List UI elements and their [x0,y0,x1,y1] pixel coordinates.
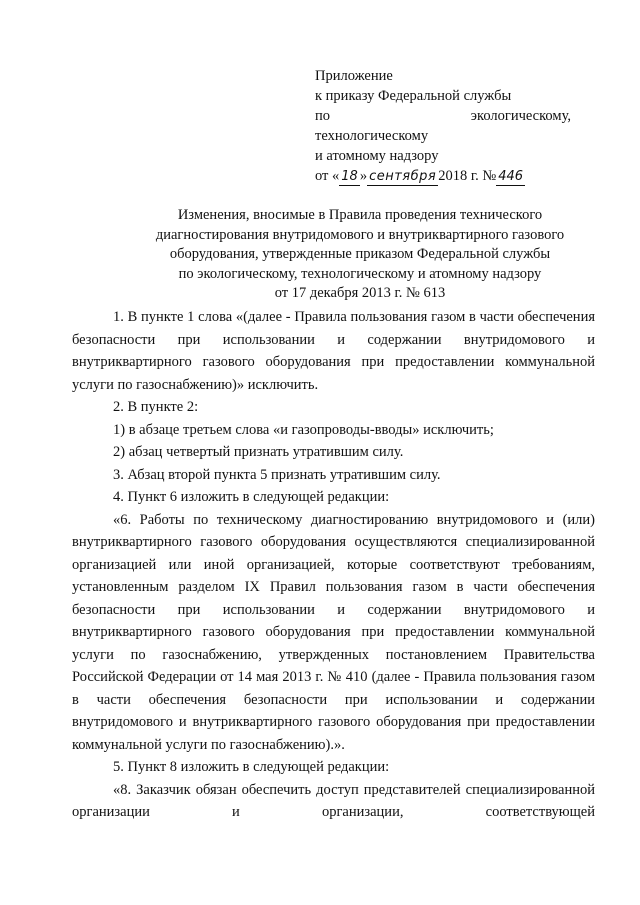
approval-order-line: к приказу Федеральной службы [315,88,512,104]
handwritten-month: сентября [369,169,437,184]
paragraph-8: 5. Пункт 8 изложить в следующей редакции: [113,759,390,775]
approval-atomic-line: и атомному надзору [315,148,439,164]
date-mid: » [359,168,368,184]
date-year: 2018 г. № [438,168,497,184]
approval-appendix-label: Приложение [315,68,393,84]
paragraph-6: 4. Пункт 6 изложить в следующей редакции: [113,489,390,505]
paragraph-4: 2) абзац четвертый признать утратившим силу. [113,444,404,460]
date-prefix: от « [315,168,340,184]
approval-by-left: по [315,108,331,124]
approval-by-line [315,106,571,126]
approval-tech-line: технологическому [315,128,429,144]
title-line: от 17 декабря 2013 г. № 613 [274,285,446,301]
title-line: по экологическому, технологическому и атомному надзору [178,265,542,282]
paragraph-7: «6. Работы по техническому диагностированию внутридомового и (или) внутриквартирного газового оборудования осуществляются специализированной организацией или иной организацией, которые соответствуют требованиям, установленным разделом IX Правил пользования газом в части обеспечения безопасности при использовании и содержании внутридомового и внутриквартирного газового оборудования при предоставлении коммунальной услуги по газоснабжению, утвержденных постановлением Правительства Российской Федерации от 14 мая 2013 г. № 410 (далее - Правила пользования газом в части обеспечения безопасности при использовании и содержании внутридомового и внутриквартирного газового оборудования при предоставлении коммунальной услуги по газоснабжению).». [72,511,595,753]
title-line: диагностирования внутридомового и внутриквартирного газового [155,226,565,243]
paragraph-5: 3. Абзац второй пункта 5 признать утратившим силу. [113,466,441,483]
paragraph-2: 2. В пункте 2: [113,399,199,415]
approval-by-right: экологическому, [470,108,571,124]
document-body [72,306,595,824]
handwritten-day: 18 [341,169,358,184]
paragraph-1: 1. В пункте 1 слова «(далее - Правила пользования газом в части обеспечения безопасности при использовании и содержании внутридомового и внутриквартирного газового оборудования при предоставлении коммунальной услуги по газоснабжению)» исключить. [72,309,595,393]
paragraph-3: 1) в абзаце третьем слова «и газопроводы-вводы» исключить; [113,421,494,438]
approval-date-line [315,166,571,186]
document-title [100,206,620,304]
paragraph-9: «8. Заказчик обязан обеспечить доступ представителей специализированной организации и организации, соответствующей [72,781,595,820]
handwritten-number: 446 [498,169,524,184]
title-line: Изменения, вносимые в Правила проведения технического [177,207,543,223]
title-line: оборудования, утвержденные приказом Федеральной службы [169,246,551,262]
approval-block [315,66,571,186]
